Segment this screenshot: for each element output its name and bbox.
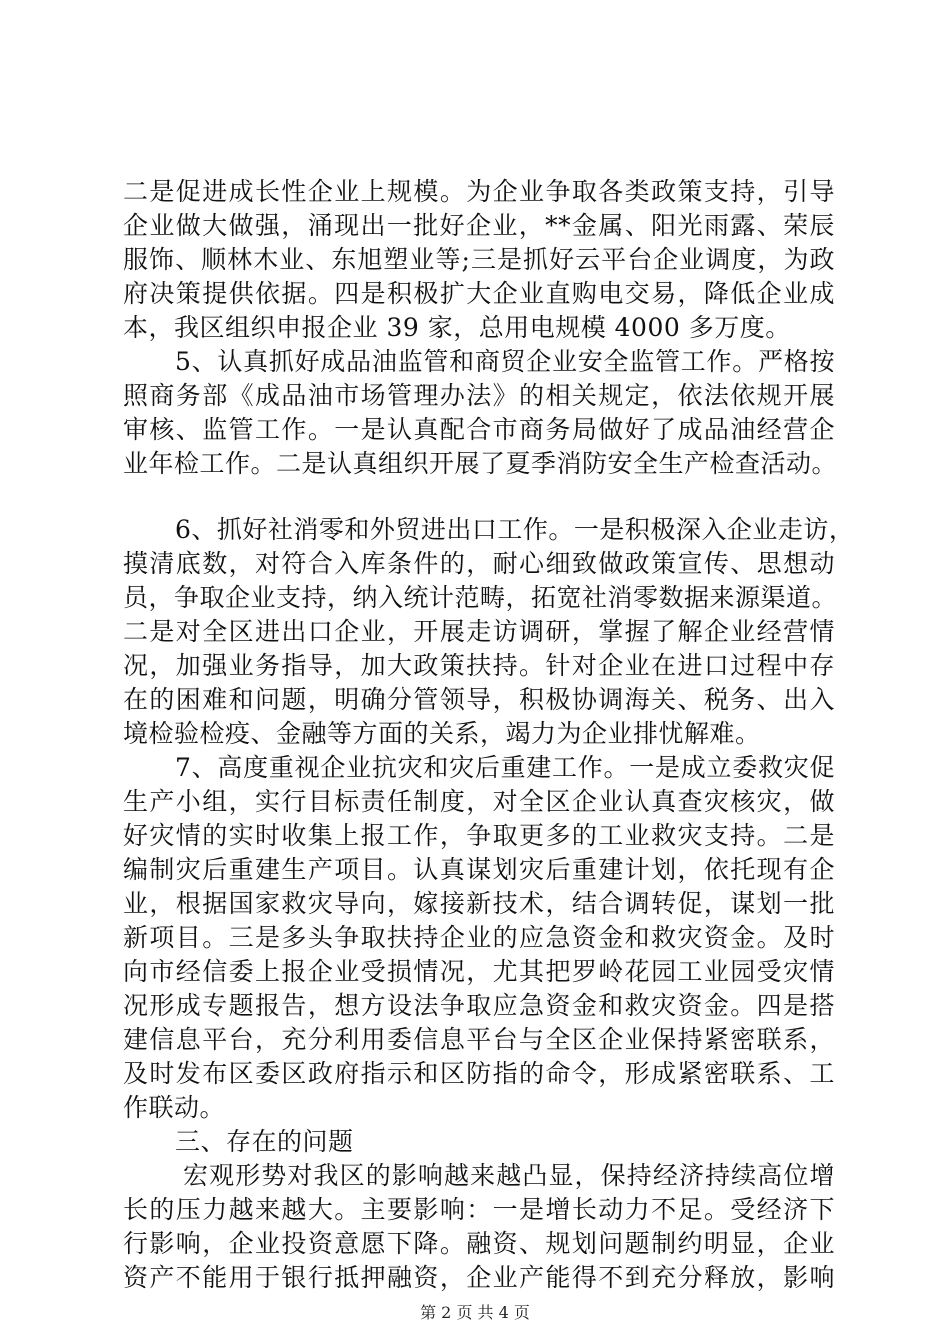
body-line: 建信息平台，充分利用委信息平台与全区企业保持紧密联系，: [123, 1025, 835, 1054]
body-line: 本，我区组织申报企业 39 家，总用电规模 4000 多万度。: [123, 313, 791, 342]
body-line: 二是对全区进出口企业，开展走访调研，掌握了解企业经营情: [123, 617, 835, 646]
body-line: 资产不能用于银行抵押融资，企业产能得不到充分释放，影响: [123, 1263, 835, 1292]
section-6-heading-line: 6、抓好社消零和外贸进出口工作。一是积极深入企业走访，: [175, 515, 855, 544]
body-line: 业，根据国家救灾导向，嫁接新技术，结合调转促，谋划一批: [123, 889, 835, 918]
body-line: 生产小组，实行目标责任制度，对全区企业认真查灾核灾，做: [123, 787, 835, 816]
body-line: 况，加强业务指导，加大政策扶持。针对企业在进口过程中存: [123, 651, 835, 680]
body-line: 况形成专题报告，想方设法争取应急资金和救灾资金。四是搭: [123, 991, 835, 1020]
section-5-heading-line: 5、认真抓好成品油监管和商贸企业安全监管工作。严格按: [175, 347, 835, 376]
body-line: 新项目。三是多头争取扶持企业的应急资金和救灾资金。及时: [123, 923, 835, 952]
body-line: 业年检工作。二是认真组织开展了夏季消防安全生产检查活动。: [123, 449, 838, 478]
body-line: 审核、监管工作。一是认真配合市商务局做好了成品油经营企: [123, 415, 835, 444]
page-number-footer: 第 2 页 共 4 页: [420, 1303, 530, 1322]
body-line: 照商务部《成品油市场管理办法》的相关规定，依法依规开展: [123, 381, 835, 410]
body-line: 摸清底数，对符合入库条件的，耐心细致做政策宣传、思想动: [123, 549, 835, 578]
body-line: 好灾情的实时收集上报工作，争取更多的工业救灾支持。二是: [123, 821, 835, 850]
section-3-heading: 三、存在的问题: [175, 1127, 354, 1156]
body-line: 宏观形势对我区的影响越来越凸显，保持经济持续高位增: [183, 1161, 835, 1190]
body-line: 员，争取企业支持，纳入统计范畴，拓宽社消零数据来源渠道。: [123, 583, 838, 612]
body-line: 府决策提供依据。四是积极扩大企业直购电交易，降低企业成: [123, 279, 835, 308]
body-line: 编制灾后重建生产项目。认真谋划灾后重建计划，依托现有企: [123, 855, 835, 884]
body-line: 企业做大做强，涌现出一批好企业，**金属、阳光雨露、荣辰: [123, 211, 835, 240]
body-line: 行影响，企业投资意愿下降。融资、规划问题制约明显，企业: [123, 1229, 835, 1258]
body-line: 二是促进成长性企业上规模。为企业争取各类政策支持，引导: [123, 177, 835, 206]
body-line: 境检验检疫、金融等方面的关系，竭力为企业排忧解难。: [123, 719, 761, 748]
body-line: 作联动。: [123, 1093, 226, 1122]
body-line: 向市经信委上报企业受损情况，尤其把罗岭花园工业园受灾情: [123, 957, 835, 986]
section-7-heading-line: 7、高度重视企业抗灾和灾后重建工作。一是成立委救灾促: [175, 753, 835, 782]
body-line: 在的困难和问题，明确分管领导，积极协调海关、税务、出入: [123, 685, 835, 714]
body-line: 服饰、顺林木业、东旭塑业等;三是抓好云平台企业调度，为政: [123, 245, 835, 274]
body-line: 及时发布区委区政府指示和区防指的命令，形成紧密联系、工: [123, 1059, 835, 1088]
body-line: 长的压力越来越大。主要影响：一是增长动力不足。受经济下: [123, 1195, 835, 1224]
